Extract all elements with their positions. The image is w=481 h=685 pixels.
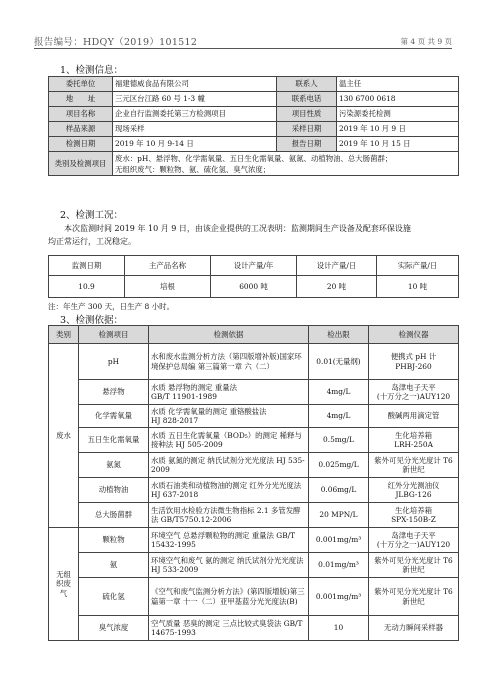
- basis-item: 悬浮物: [79, 380, 149, 405]
- basis-method: 空气质量 恶臭的测定 三点比较式臭袋法 GB/T 14675-1993: [149, 616, 309, 641]
- basis-method: 生活饮用水检验方法微生物指标 2.1 多管发酵法 GB/T5750.12-2006: [149, 503, 309, 528]
- basis-header-item: 检测项目: [79, 326, 149, 344]
- condition-table: [48, 255, 459, 298]
- cond-actual: 10 吨: [377, 276, 459, 298]
- basis-method: 《空气和废气监测分析方法》(第四版增版)第三篇第一章 十一（二）亚甲基蓝分光光度法(B): [149, 578, 309, 616]
- sample-date-value: 2019 年 10 月 9 日: [337, 122, 459, 137]
- page-header: [34, 34, 452, 49]
- source-label: 样品来源: [49, 122, 113, 137]
- basis-method: 水质 化学需氧量的测定 重铬酸盐法 HJ 828-2017: [149, 405, 309, 428]
- basis-item: 硫化氢: [79, 578, 149, 616]
- basis-row: [49, 528, 459, 553]
- cond-header-year: 设计产量/年: [211, 256, 297, 276]
- info-table: [48, 76, 459, 176]
- phone-value: 130 6700 0618: [337, 92, 459, 107]
- cond-header-day: 设计产量/日: [297, 256, 377, 276]
- basis-method: 水和废水监测分析方法（第四版增补版)国家环境保护总局编 第三篇第一章 六（二）: [149, 344, 309, 380]
- project-label: 项目名称: [49, 107, 113, 122]
- condition-note: 注：年生产 300 天，日生产 8 小时。: [48, 302, 175, 311]
- condition-line-2: 均正常运行，工况稳定。: [48, 237, 136, 246]
- cond-year: 6000 吨: [211, 276, 297, 298]
- section-2-title: 2、检测工况：: [60, 210, 124, 221]
- condition-line-1: 本次监测时间 2019 年 10 月 9 日，由该企业提供的工况表明：监测期间生产设备及配套环保设施: [64, 224, 411, 233]
- client-value: 福建德威食品有限公司: [113, 77, 277, 92]
- basis-instrument: 便携式 pH 计 PHBJ-260: [369, 344, 459, 380]
- page-number: 第 4 页 共 9 页: [400, 37, 452, 46]
- sample-date-label: 采样日期: [277, 122, 337, 137]
- basis-limit: 0.06mg/L: [309, 478, 369, 503]
- basis-instrument: 红外分光测油仪 JLBG-126: [369, 478, 459, 503]
- basis-instrument: 生化培养箱 SPX-150B-Z: [369, 503, 459, 528]
- basis-limit: 0.001mg/m³: [309, 528, 369, 553]
- basis-row: [49, 453, 459, 478]
- basis-item: 总大肠菌群: [79, 503, 149, 528]
- basis-instrument: 紫外可见分光光度计 T6 新世纪: [369, 453, 459, 478]
- basis-instrument: 无动力瞬间采样器: [369, 616, 459, 641]
- report-number: 报告编号：HDQY（2019）101512: [34, 37, 198, 48]
- basis-row: [49, 428, 459, 453]
- basis-method: 水质 悬浮物的测定 重量法 GB/T 11901-1989: [149, 380, 309, 405]
- address-label: 地 址: [49, 92, 113, 107]
- basis-row: [49, 405, 459, 428]
- basis-limit: 4mg/L: [309, 405, 369, 428]
- basis-item: 化学需氧量: [79, 405, 149, 428]
- basis-instrument: 岛津电子天平 (十万分之一)AUY120: [369, 380, 459, 405]
- condition-paragraph: [48, 222, 448, 248]
- basis-instrument: 生化培养箱 LRH-250A: [369, 428, 459, 453]
- basis-item: 动植物油: [79, 478, 149, 503]
- basis-header-basis: 检测依据: [149, 326, 309, 344]
- category-water: 废水: [49, 344, 79, 528]
- items-water: 废水：pH、悬浮物、化学需氧量、五日生化需氧量、氨氮、动植物油、总大肠菌群；: [115, 153, 393, 163]
- category-air: 无组 织废 气: [49, 528, 79, 641]
- basis-table: [48, 325, 459, 641]
- client-label: 委托单位: [49, 77, 113, 92]
- basis-instrument: 岛津电子天平 (十万分之一)AUY120: [369, 528, 459, 553]
- basis-item: 氨氮: [79, 453, 149, 478]
- test-date-value: 2019 年 10 月 9-14 日: [113, 137, 277, 152]
- basis-row: [49, 344, 459, 380]
- basis-limit: 20 MPN/L: [309, 503, 369, 528]
- basis-header-instrument: 检测仪器: [369, 326, 459, 344]
- nature-label: 项目性质: [277, 107, 337, 122]
- nature-value: 污染源委托检测: [337, 107, 459, 122]
- basis-instrument: 酸碱两用滴定管: [369, 405, 459, 428]
- basis-item: 五日生化需氧量: [79, 428, 149, 453]
- items-label: 类别及检测项目: [49, 152, 113, 176]
- basis-item: 臭气浓度: [79, 616, 149, 641]
- basis-method: 水质 氨氮的测定 纳氏试剂分光光度法 HJ 535-2009: [149, 453, 309, 478]
- basis-method: 环境空气和废气 氨的测定 纳氏试剂分光光度法 HJ 533-2009: [149, 553, 309, 578]
- basis-row: [49, 478, 459, 503]
- basis-row: [49, 380, 459, 405]
- basis-limit: 0.01mg/m³: [309, 553, 369, 578]
- test-date-label: 检测日期: [49, 137, 113, 152]
- basis-item: pH: [79, 344, 149, 380]
- report-date-label: 报告日期: [277, 137, 337, 152]
- contact-value: 温主任: [337, 77, 459, 92]
- section-3-title: 3、检测依据：: [60, 315, 124, 326]
- basis-row: [49, 503, 459, 528]
- phone-label: 联系电话: [277, 92, 337, 107]
- basis-method: 水质石油类和动植物油的测定 红外分光光度法 HJ 637-2018: [149, 478, 309, 503]
- items-value: [113, 152, 459, 176]
- cond-header-actual: 实际产量/日: [377, 256, 459, 276]
- source-value: 现场采样: [113, 122, 277, 137]
- basis-method: 水质 五日生化需氧量（BOD₅）的测定 稀释与接种法 HJ 505-2009: [149, 428, 309, 453]
- basis-instrument: 紫外可见分光光度计 T6 新世纪: [369, 578, 459, 616]
- report-date-value: 2019 年 10 月 15 日: [337, 137, 459, 152]
- items-air: 无组织废气：颗粒物、氨、硫化氢、臭气浓度；: [115, 164, 271, 174]
- basis-limit: 0.5mg/L: [309, 428, 369, 453]
- cond-header-product: 主产品名称: [125, 256, 211, 276]
- basis-row: [49, 553, 459, 578]
- cond-header-date: 监测日期: [49, 256, 125, 276]
- project-value: 企业自行监测委托第三方检测项目: [113, 107, 277, 122]
- address-value: 三元区台江路 60 号 1-3 幢: [113, 92, 277, 107]
- contact-label: 联系人: [277, 77, 337, 92]
- basis-row: [49, 616, 459, 641]
- basis-header-category: 类别: [49, 326, 79, 344]
- section-1-title: 1、检测信息：: [60, 65, 124, 76]
- basis-limit: 4mg/L: [309, 380, 369, 405]
- cond-date: 10.9: [49, 276, 125, 298]
- cond-day: 20 吨: [297, 276, 377, 298]
- basis-item: 氨: [79, 553, 149, 578]
- basis-method: 环境空气 总悬浮颗粒物的测定 重量法 GB/T 15432-1995: [149, 528, 309, 553]
- basis-limit: 0.001mg/m³: [309, 578, 369, 616]
- basis-item: 颗粒物: [79, 528, 149, 553]
- basis-row: [49, 578, 459, 616]
- basis-limit: 0.025mg/L: [309, 453, 369, 478]
- basis-limit: 0.01(无量纲): [309, 344, 369, 380]
- basis-header-limit: 检出限: [309, 326, 369, 344]
- basis-limit: 10: [309, 616, 369, 641]
- basis-instrument: 紫外可见分光光度计 T6 新世纪: [369, 553, 459, 578]
- cond-product: 培根: [125, 276, 211, 298]
